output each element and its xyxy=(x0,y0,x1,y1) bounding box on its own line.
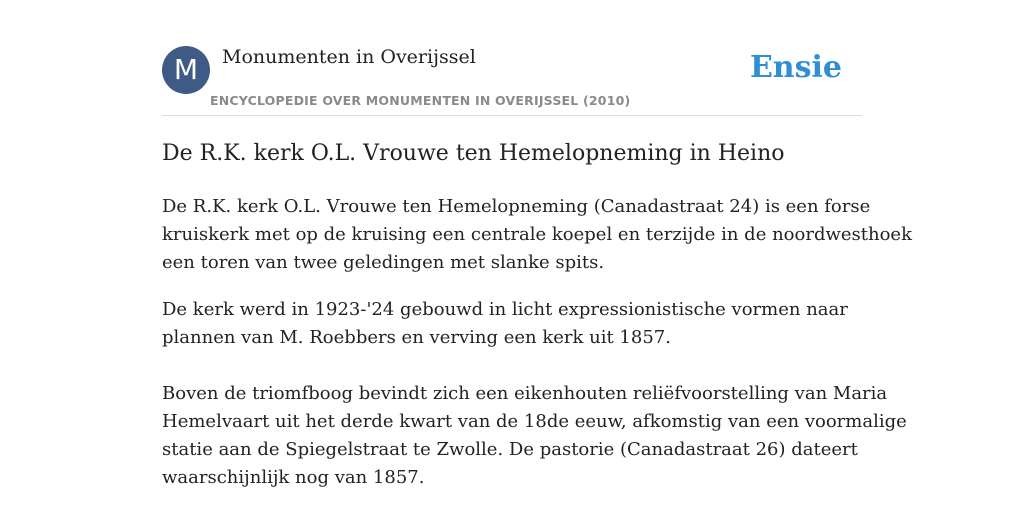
text-line: De kerk werd in 1923-'24 gebouwd in licht expressionistische vormen naar xyxy=(162,299,848,320)
text-line: Hemelvaart uit het derde kwart van de 18de eeuw, afkomstig van een voormalige xyxy=(162,411,907,432)
text-line: kruiskerk met op de kruising een centrale koepel en terzijde in de noordwesthoek xyxy=(162,224,912,245)
text-line: plannen van M. Roebbers en verving een kerk uit 1857. xyxy=(162,327,671,348)
text-line: Boven de triomfboog bevindt zich een eikenhouten reliëfvoorstelling van Maria xyxy=(162,383,888,404)
text-line: waarschijnlijk nog van 1857. xyxy=(162,467,425,488)
site-avatar[interactable]: M xyxy=(162,46,210,94)
article-body xyxy=(162,193,912,492)
text-line: een toren van twee geledingen met slanke spits. xyxy=(162,252,605,273)
article-title: De R.K. kerk O.L. Vrouwe ten Hemelopneming in Heino xyxy=(162,141,785,166)
article-paragraph xyxy=(162,380,907,492)
header-divider xyxy=(162,115,862,116)
brand-logo[interactable]: Ensie xyxy=(749,50,842,85)
site-title-link[interactable]: Monumenten in Overijssel xyxy=(222,46,476,68)
source-label: ENCYCLOPEDIE OVER MONUMENTEN IN OVERIJSSEL (2010) xyxy=(210,93,631,108)
article-paragraph xyxy=(162,193,912,277)
text-line: De R.K. kerk O.L. Vrouwe ten Hemelopneming (Canadastraat 24) is een forse xyxy=(162,196,871,217)
text-line: statie aan de Spiegelstraat te Zwolle. De pastorie (Canadastraat 26) dateert xyxy=(162,439,858,460)
page-header xyxy=(162,46,862,116)
article-paragraph xyxy=(162,296,868,352)
